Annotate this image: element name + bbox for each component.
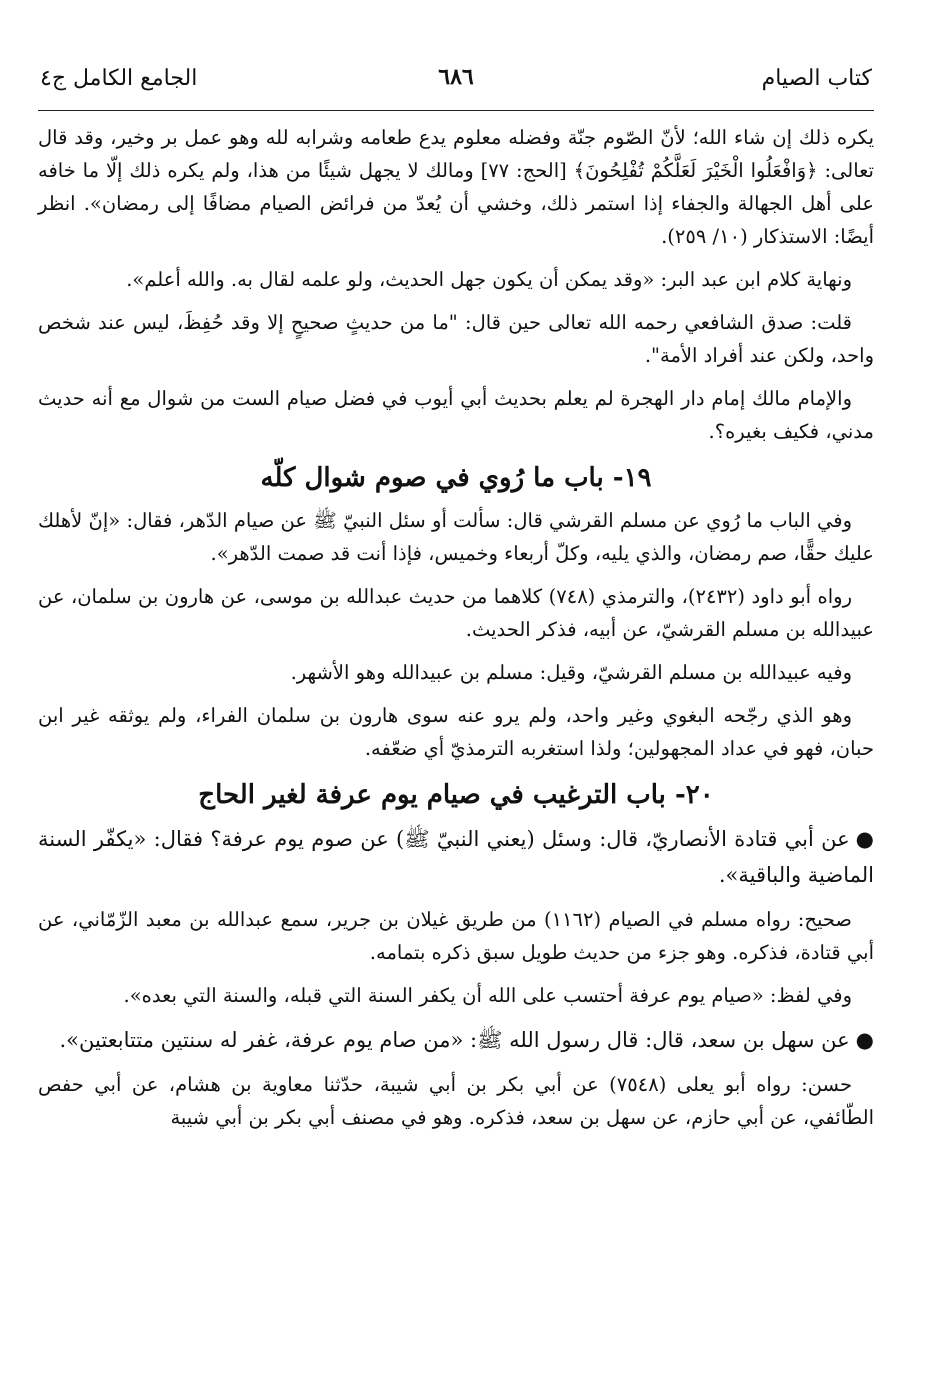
chapter-heading: ٢٠- باب الترغيب في صيام يوم عرفة لغير الحاج bbox=[198, 780, 714, 810]
page-number: ٦٨٦ bbox=[438, 64, 474, 90]
paragraph: حسن: رواه أبو يعلى (٧٥٤٨) عن أبي بكر بن أبي شيبة، حدّثنا معاوية بن هشام، عن أبي حفص الطّائفي، عن أبي حازم، عن سهل بن سعد، فذكره. وهو في مصنف أبي بكر بن أبي شيبة bbox=[38, 1073, 874, 1129]
paragraph: رواه أبو داود (٢٤٣٢)، والترمذي (٧٤٨) كلاهما من حديث عبدالله بن موسى، عن هارون بن سلمان، عن عبيدالله بن مسلم القرشيّ، عن أبيه، فذكر الحديث. bbox=[38, 585, 874, 641]
hadith-entry bbox=[38, 821, 874, 893]
paragraph: صحيح: رواه مسلم في الصيام (١١٦٢) من طريق غيلان بن جرير، سمع عبدالله بن معبد الزّمّاني، عن أبي قتادة، فذكره. وهو جزء من حديث طويل سبق ذكره بتمامه. bbox=[38, 908, 874, 964]
hadith-entry bbox=[38, 1022, 874, 1058]
hadith-text: عن سهل بن سعد، قال: قال رسول الله ﷺ: «من صام يوم عرفة، غفر له سنتين متتابعتين». bbox=[59, 1028, 850, 1052]
page-header bbox=[38, 58, 874, 111]
book-page bbox=[38, 58, 874, 1144]
chapter-heading: ١٩- باب ما رُوي في صوم شوال كلّه bbox=[260, 463, 652, 493]
paragraph: وهو الذي رجّحه البغوي وغير واحد، ولم يرو عنه سوى هارون بن سلمان الفراء، ولم يوثقه غير ابن حبان، فهو في عداد المجهولين؛ ولذا استغربه الترمذيّ أي ضعّفه. bbox=[38, 704, 874, 760]
book-title: كتاب الصيام bbox=[761, 66, 872, 91]
paragraph: وفيه عبيدالله بن مسلم القرشيّ، وقيل: مسلم بن عبيدالله وهو الأشهر. bbox=[290, 661, 852, 684]
collection-title: الجامع الكامل ج٤ bbox=[40, 66, 198, 91]
bullet-icon: ● bbox=[855, 827, 874, 851]
paragraph: يكره ذلك إن شاء الله؛ لأنّ الصّوم جنّة وفضله معلوم يدع طعامه وشرابه لله وهو عمل بر وخير، وقد قال تعالى: ﴿وَافْعَلُوا الْخَيْرَ لَعَلَّكُمْ تُفْلِحُونَ﴾ [الحج: ٧٧] ومالك لا يجهل شيئًا من هذا، ولم يكره ذلك إلّا ما خافه على أهل الجهالة والجفاء إذا استمر ذلك، وخشي أن يُعدّ من فرائض الصيام مضافًا إلى رمضان». انظر أيضًا: الاستذكار (١٠/ ٢٥٩). bbox=[38, 126, 874, 248]
paragraph: ونهاية كلام ابن عبد البر: «وقد يمكن أن يكون جهل الحديث، ولو علمه لقال به. والله أعلم». bbox=[126, 268, 852, 291]
page-content bbox=[38, 111, 874, 1134]
paragraph: والإمام مالك إمام دار الهجرة لم يعلم بحديث أبي أيوب في فضل صيام الست من شوال مع أنه حديث مدني، فكيف بغيره؟. bbox=[38, 387, 874, 443]
paragraph: وفي لفظ: «صيام يوم عرفة أحتسب على الله أن يكفر السنة التي قبله، والسنة التي بعده». bbox=[123, 984, 852, 1007]
hadith-text: عن أبي قتادة الأنصاريّ، قال: وسئل (يعني النبيّ ﷺ) عن صوم يوم عرفة؟ فقال: «يكفّر السنة الماضية والباقية». bbox=[38, 827, 874, 887]
paragraph: وفي الباب ما رُوي عن مسلم القرشي قال: سألت أو سئل النبيّ ﷺ عن صيام الدّهر، فقال: «إنّ لأهلك عليك حقًّا، صم رمضان، والذي يليه، وكلّ أربعاء وخميس، فإذا أنت قد صمت الدّهر». bbox=[38, 509, 874, 565]
bullet-icon: ● bbox=[855, 1028, 874, 1052]
paragraph: قلت: صدق الشافعي رحمه الله تعالى حين قال: "ما من حديثٍ صحيحٍ إلا وقد حُفِظَ، ليس عند شخص واحد، ولكن عند أفراد الأمة". bbox=[38, 311, 874, 367]
